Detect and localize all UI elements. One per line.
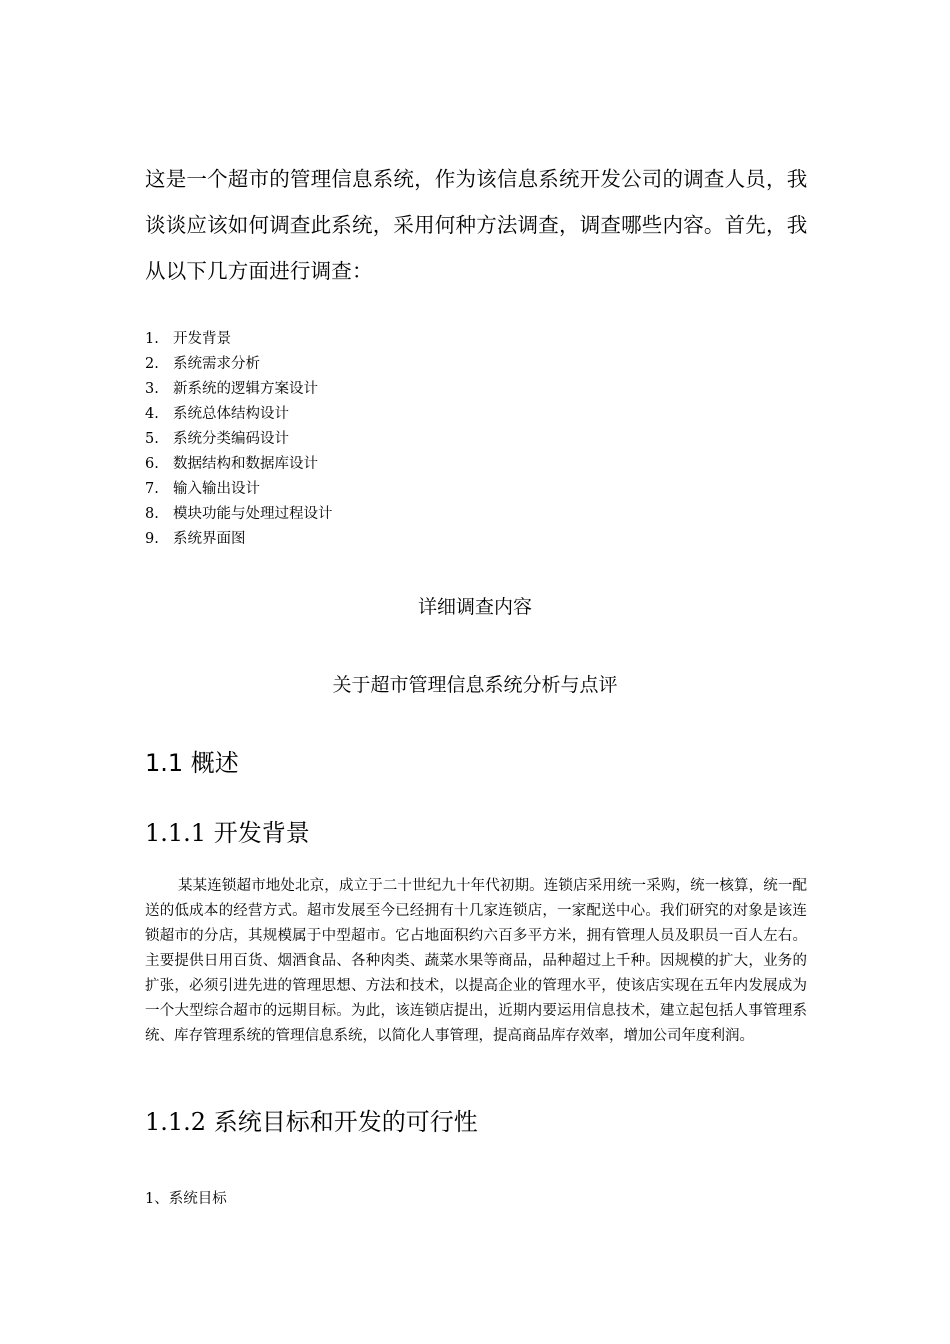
outline-number: 3. bbox=[145, 381, 159, 397]
outline-item bbox=[145, 477, 333, 502]
outline-item bbox=[145, 427, 333, 452]
outline-number: 1. bbox=[145, 331, 159, 347]
outline-label: 系统总体结构设计 bbox=[173, 406, 289, 422]
outline-number: 4. bbox=[145, 406, 159, 422]
outline-number: 7. bbox=[145, 481, 159, 497]
background-paragraph: 某某连锁超市地处北京，成立于二十世纪九十年代初期。连锁店采用统一采购，统一核算，统一配送的低成本的经营方式。超市发展至今已经拥有十几家连锁店，一家配送中心。我们研究的对象是该连锁超市的分店，其规模属于中型超市。它占地面积约六百多平方米，拥有管理人员及职员一百人左右。主要提供日用百货、烟酒食品、各种肉类、蔬菜水果等商品，品种超过上千种。因规模的扩大，业务的扩张，必须引进先进的管理思想、方法和技术，以提高企业的管理水平，使该店实现在五年内发展成为一个大型综合超市的远期目标。为此，该连锁店提出，近期内要运用信息技术，建立起包括人事管理系统、库存管理系统的管理信息系统，以简化人事管理，提高商品库存效率，增加公司年度利润。 bbox=[145, 878, 807, 1044]
report-title: 关于超市管理信息系统分析与点评 bbox=[332, 674, 618, 696]
outline-label: 模块功能与处理过程设计 bbox=[173, 506, 333, 522]
subsection-item: 1、系统目标 bbox=[145, 1191, 227, 1207]
detail-title: 详细调查内容 bbox=[417, 596, 532, 618]
outline-label: 输入输出设计 bbox=[173, 481, 260, 497]
outline-label: 系统分类编码设计 bbox=[173, 431, 289, 447]
outline-number: 9. bbox=[145, 531, 159, 547]
section-heading-1-1: 1.1 概述 bbox=[145, 749, 239, 777]
outline-number: 6. bbox=[145, 456, 159, 472]
outline-list bbox=[145, 327, 333, 552]
section-heading-1-1-1: 1.1.1 开发背景 bbox=[145, 819, 310, 847]
outline-label: 系统需求分析 bbox=[173, 356, 260, 372]
outline-label: 开发背景 bbox=[173, 331, 231, 347]
intro-paragraph: 这是一个超市的管理信息系统，作为该信息系统开发公司的调查人员，我谈谈应该如何调查此系统，采用何种方法调查，调查哪些内容。首先，我从以下几方面进行调查： bbox=[145, 167, 808, 283]
outline-item bbox=[145, 502, 333, 527]
outline-number: 5. bbox=[145, 431, 159, 447]
outline-item bbox=[145, 527, 333, 552]
outline-number: 2. bbox=[145, 356, 159, 372]
outline-item bbox=[145, 402, 333, 427]
outline-item bbox=[145, 352, 333, 377]
outline-item bbox=[145, 377, 333, 402]
outline-item bbox=[145, 452, 333, 477]
outline-label: 系统界面图 bbox=[173, 531, 246, 547]
outline-label: 数据结构和数据库设计 bbox=[173, 456, 318, 472]
outline-label: 新系统的逻辑方案设计 bbox=[173, 381, 318, 397]
section-heading-1-1-2: 1.1.2 系统目标和开发的可行性 bbox=[145, 1108, 478, 1136]
outline-item bbox=[145, 327, 333, 352]
outline-number: 8. bbox=[145, 506, 159, 522]
